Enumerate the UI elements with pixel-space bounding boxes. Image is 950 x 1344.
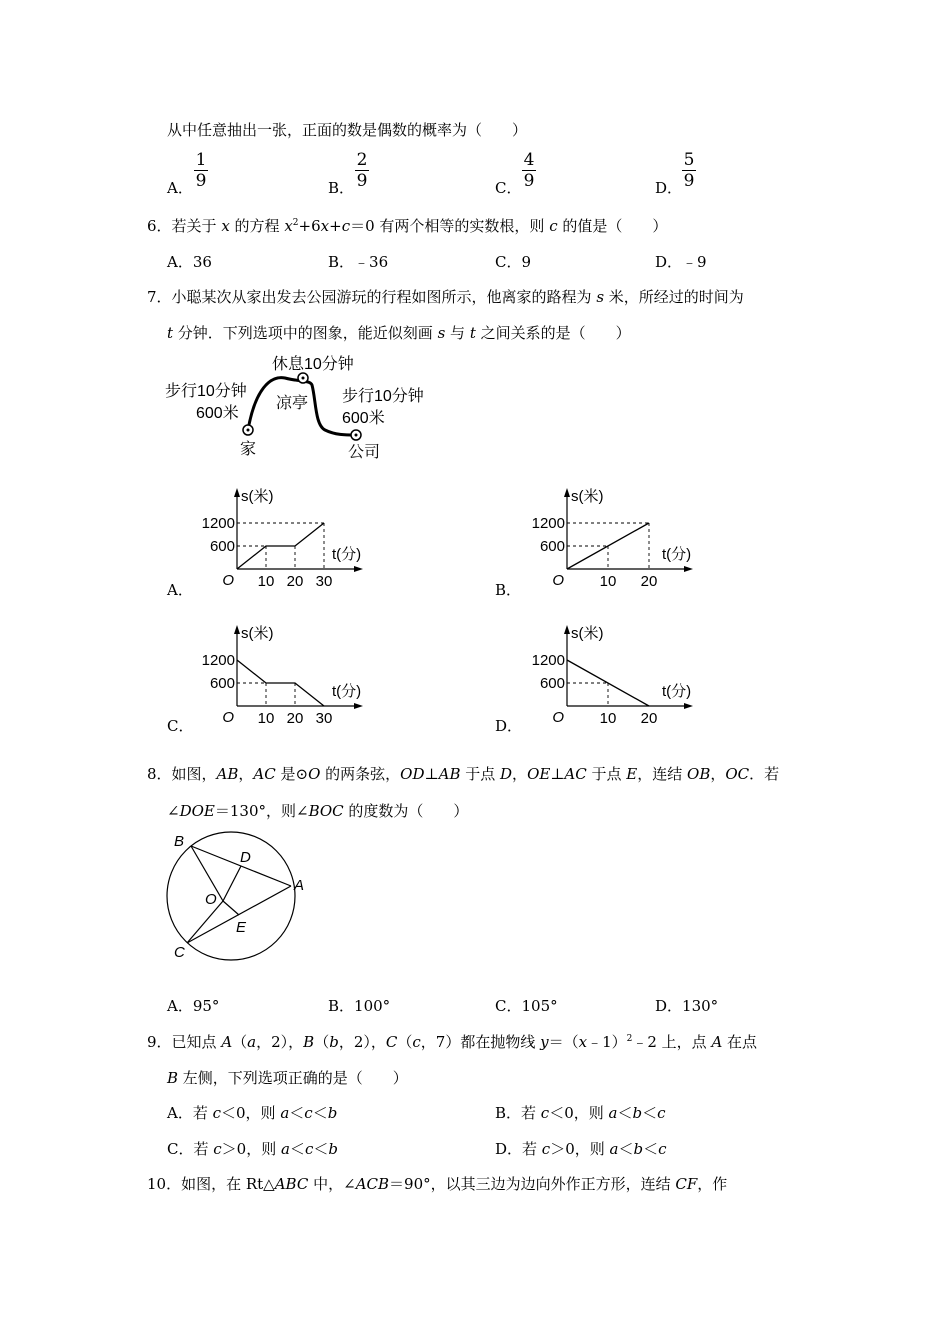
x-tick-30: 30 (315, 710, 333, 727)
q8-circle-figure (160, 826, 320, 966)
origin-label: O (552, 709, 564, 726)
y-tick-600: 600 (209, 675, 235, 692)
y-tick-600: 600 (539, 675, 565, 692)
numerator: 1 (195, 150, 207, 170)
x-tick-10: 10 (599, 710, 617, 727)
dist2-label: 600米 (342, 410, 385, 427)
numerator: 5 (683, 150, 695, 170)
numerator: 2 (356, 150, 368, 170)
y-tick-600: 600 (539, 538, 565, 555)
y-axis-label: s(米) (571, 488, 604, 505)
x-axis-arrow (354, 703, 363, 709)
q5-fraction-b (355, 151, 369, 190)
walk2-label: 步行10分钟 (342, 388, 424, 405)
x-axis-label: t(分) (662, 683, 692, 700)
x-tick-10: 10 (599, 573, 617, 590)
x-axis-arrow (684, 703, 693, 709)
x-axis-arrow (684, 566, 693, 572)
destination-label: 公司 (348, 444, 381, 461)
point-o-label: O (205, 891, 217, 908)
q9-option-a: A．若 c＜0，则 a＜c＜b (167, 1104, 338, 1122)
x-tick-20: 20 (286, 710, 304, 727)
segment-od (223, 866, 241, 901)
point-e-label: E (236, 919, 247, 936)
denominator: 9 (683, 171, 695, 191)
x-tick-10: 10 (257, 573, 275, 590)
point-b-label: B (174, 833, 185, 850)
denominator: 9 (356, 171, 368, 191)
y-tick-600: 600 (209, 538, 235, 555)
q5-option-a: A． (167, 179, 193, 197)
y-axis-arrow (234, 488, 240, 497)
q7-option-d: D． (495, 717, 523, 735)
q8-option-a: A．95° (167, 997, 220, 1015)
q5-option-d: D． (655, 179, 683, 197)
y-axis-arrow (234, 625, 240, 634)
q7-graph-b (531, 485, 695, 600)
denominator: 9 (523, 171, 535, 191)
walk1-label: 步行10分钟 (165, 383, 247, 400)
y-tick-1200: 1200 (531, 652, 565, 669)
q10-stem-line1: 10．如图，在 Rt△ABC 中，∠ACB＝90°，以其三边为边向外作正方形，连结 CF，作 (147, 1175, 728, 1193)
x-axis-label: t(分) (332, 683, 362, 700)
q9-stem-line2: B 左侧，下列选项正确的是（ ） (167, 1069, 408, 1087)
denominator: 9 (195, 171, 207, 191)
q6-option-c: C．9 (495, 253, 532, 271)
q7-stem-line2: t 分钟．下列选项中的图象，能近似刻画 s 与 t 之间关系的是（ ） (167, 324, 631, 342)
q7-stem-line1: 7．小聪某次从家出发去公园游玩的行程如图所示，他离家的路程为 s 米，所经过的时间为 (147, 288, 744, 306)
y-tick-1200: 1200 (531, 515, 565, 532)
q8-option-b: B．100° (328, 997, 391, 1015)
q8-option-c: C．105° (495, 997, 558, 1015)
q6-stem: 6．若关于 x 的方程 $x^2+6x+c=0$ 有两个相等的实数根，则 c 的值是（ ） (147, 217, 668, 235)
q9-option-c: C．若 c＞0，则 a＜c＜b (167, 1140, 338, 1158)
x-tick-20: 20 (640, 710, 658, 727)
x-axis-label: t(分) (662, 546, 692, 563)
point-c-label: C (174, 944, 185, 961)
rest-label: 休息10分钟 (272, 356, 354, 373)
q9-option-b: B．若 c＜0，则 a＜b＜c (495, 1104, 666, 1122)
q7-option-c: C． (167, 717, 194, 735)
q9-stem-line1: 9．已知点 A（a，2），B（b，2），C（c，7）都在抛物线 y＝（x﹣1）$^2$﹣2 上，点 A 在点 (147, 1033, 758, 1051)
x-axis-arrow (354, 566, 363, 572)
q5-fraction-c (522, 151, 536, 190)
q6-option-a: A．36 (167, 253, 212, 271)
numerator: 4 (523, 150, 535, 170)
y-axis-label: s(米) (241, 488, 274, 505)
x-tick-30: 30 (315, 573, 333, 590)
y-axis-label: s(米) (571, 625, 604, 642)
q6-option-b: B．﹣36 (328, 253, 389, 271)
q5-fraction-a (194, 151, 208, 190)
origin-label: O (222, 572, 234, 589)
q6-option-d: D．﹣9 (655, 253, 707, 271)
dist1-label: 600米 (196, 405, 239, 422)
pavilion-label: 凉亭 (276, 395, 309, 412)
x-axis-label: t(分) (332, 546, 362, 563)
point-a-label: A (294, 877, 305, 894)
q7-option-b: B． (495, 581, 522, 599)
q9-option-d: D．若 c＞0，则 a＜b＜c (495, 1140, 667, 1158)
q7-graph-c (201, 622, 365, 737)
q8-stem-line2: ∠DOE＝130°，则∠BOC 的度数为（ ） (167, 802, 469, 820)
q7-route-map (160, 350, 450, 465)
origin-label: O (222, 709, 234, 726)
q8-stem-line1: 8．如图，AB，AC 是⊙O 的两条弦，OD⊥AB 于点 D，OE⊥AC 于点 E，连结 OB，OC．若 (147, 765, 780, 783)
y-tick-1200: 1200 (201, 652, 235, 669)
q7-graph-a (201, 485, 365, 600)
x-tick-20: 20 (640, 573, 658, 590)
x-tick-20: 20 (286, 573, 304, 590)
point-d-label: D (240, 849, 251, 866)
q7-graph-d (531, 622, 695, 737)
q5-stem: 从中任意抽出一张，正面的数是偶数的概率为（ ） (167, 121, 528, 139)
q5-fraction-d (682, 151, 696, 190)
segment-oe (223, 901, 239, 915)
q5-option-c: C． (495, 179, 522, 197)
y-axis-arrow (564, 488, 570, 497)
q7-option-a: A． (167, 581, 193, 599)
x-tick-10: 10 (257, 710, 275, 727)
origin-label: O (552, 572, 564, 589)
y-axis-label: s(米) (241, 625, 274, 642)
q8-option-d: D．130° (655, 997, 719, 1015)
y-axis-arrow (564, 625, 570, 634)
home-label: 家 (240, 441, 257, 458)
q5-option-b: B． (328, 179, 355, 197)
circle-o (167, 832, 295, 960)
y-tick-1200: 1200 (201, 515, 235, 532)
